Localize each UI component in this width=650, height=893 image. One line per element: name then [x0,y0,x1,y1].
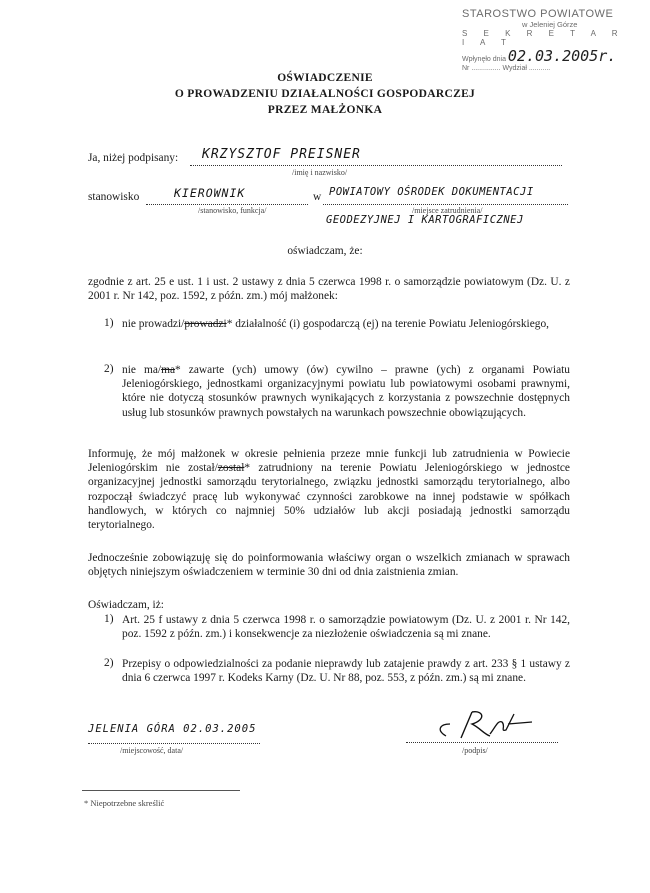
inform-paragraph [88,447,570,532]
document-title-line2: O PROWADZENIU DZIAŁALNOŚCI GOSPODARCZEJ [174,88,476,100]
option-struck: prowadzi [184,318,227,330]
intro-paragraph: zgodnie z art. 25 e ust. 1 i ust. 2 ustawy z dnia 5 czerwca 1998 r. o samorządzie powiatowym (Dz. U. z 2001 r. Nr 142, poz. 1592, z późn. zm.) mój małżonek: [88,276,570,303]
stamp-received-row [462,47,642,65]
place-date-handwritten: JELENIA GÓRA 02.03.2005 [88,723,257,735]
stamp-department: S E K R E T A R I A T [462,29,625,47]
list-item-number: 2) [104,657,114,669]
declaration-item-penal [104,657,570,685]
list-item-text [122,317,570,331]
option-selected: nie ma/ [122,364,162,376]
stamp-received-date: 02.03.2005r. [507,47,617,65]
signature-field [406,706,558,743]
workplace-caption: /miejsce zatrudnienia/ [412,206,483,215]
workplace-field [323,186,568,205]
declare2-heading: Oświadczam, iż: [88,599,164,611]
workplace-handwritten-line1: POWIATOWY OŚRODEK DOKUMENTACJI [329,186,534,198]
signature-caption: /podpis/ [462,746,488,755]
list-item-text: Przepisy o odpowiedzialności za podanie nieprawdy lub zatajenie prawdy z art. 233 § 1 ustawy z dnia 6 czerwca 1997 r. Kodeks Karny (Dz. U. Nr 88, poz. 553, z późn. zm.) są mi znane. [122,658,570,685]
workplace-connector: w [313,191,322,203]
list-item-number: 2) [104,363,114,375]
option-struck: został [217,462,245,475]
list-item-rest: * zawarte (ych) umowy (ów) cywilno – prawne (ych) z organami Powiatu Jeleniogórskiego, jednostkami organizacyjnymi powiatu lub powiatowymi osobami prawnymi, które nie dotyczą stosunków prawnych wynikających z korzystania z powszechnie dostępnych usług lub stosunków prawnych powstałych na warunkach powszechnie obowiązujących. [122,364,570,419]
signer-name-caption: /imię i nazwisko/ [292,168,348,177]
list-item-text: Art. 25 f ustawy z dnia 5 czerwca 1998 r. o samorządzie powiatowym (Dz. U. z 2001 r. Nr 142, poz. 1592 z późn. zm.) i konsekwencje za niezłożenie oświadczenia są mi znane. [122,614,570,641]
workplace-handwritten-line2: GEODEZYJNEJ I KARTOGRAFICZNEJ [326,214,524,226]
position-label: stanowisko [88,191,140,203]
stamp-office-name: STAROSTWO POWIATOWE [462,8,614,20]
position-handwritten: KIEROWNIK [174,186,246,200]
list-item-contracts [104,363,570,420]
signer-name-handwritten: KRZYSZTOF PREISNER [202,147,361,162]
list-item-text [122,363,570,420]
option-selected: nie prowadzi/ [122,318,185,330]
list-item-rest: * działalność (i) gospodarczą (ej) na terenie Powiatu Jeleniogórskiego, [226,318,550,330]
place-date-caption: /miejscowość, data/ [120,746,184,755]
commitment-paragraph: Jednocześnie zobowiązuję się do poinformowania właściwy organ o wszelkich zmianach w sprawach objętych niniejszym oświadczeniem w terminie 30 dni od dnia zaistnienia zmian. [88,552,570,579]
declaration-item-law [104,613,570,641]
list-item-number: 1) [104,317,114,329]
document-title-line3: PRZEZ MAŁŻONKA [267,104,383,116]
stamp-number-row: Nr ............... Wydział ........... [462,65,551,72]
inform-text-start: Informuję, że mój małżonek w okresie pełnienia przeze mnie funkcji lub zatrudnienia w Powiecie Jeleniogórskim nie został/ [88,448,570,475]
position-field [146,186,308,205]
list-item-number: 1) [104,613,114,625]
position-caption: /stanowisko, funkcja/ [198,206,267,215]
handwritten-signature [406,706,558,742]
footnote-text: * Niepotrzebne skreślić [84,798,165,808]
inform-text-rest: * zatrudniony na terenie Powiatu Jeleniogórskiego w jednostce organizacyjnej jednostki samorządu terytorialnego, związku jednostki samorządu terytorialnego, albo rozpoczął świadczyć pracę lub wykonywać czynności zarobkowe na innej podstawie w spółkach handlowych, w których co najmniej 50% udziałów lub akcji posiadają jednostki samorządu terytorialnego. [88,462,570,532]
stamp-received-label: Wpłynęło dnia [462,56,506,63]
option-struck: ma [161,364,176,376]
document-title-line1: OŚWIADCZENIE [277,72,373,84]
list-item-business [104,317,570,331]
place-date-field [88,723,260,744]
stamp-city: w Jeleniej Górze [522,20,578,29]
signer-label: Ja, niżej podpisany: [88,152,179,164]
footnote-divider [82,790,240,791]
registry-stamp [462,8,642,72]
signer-name-field [190,147,562,166]
declare-heading: oświadczam, że: [287,245,363,257]
